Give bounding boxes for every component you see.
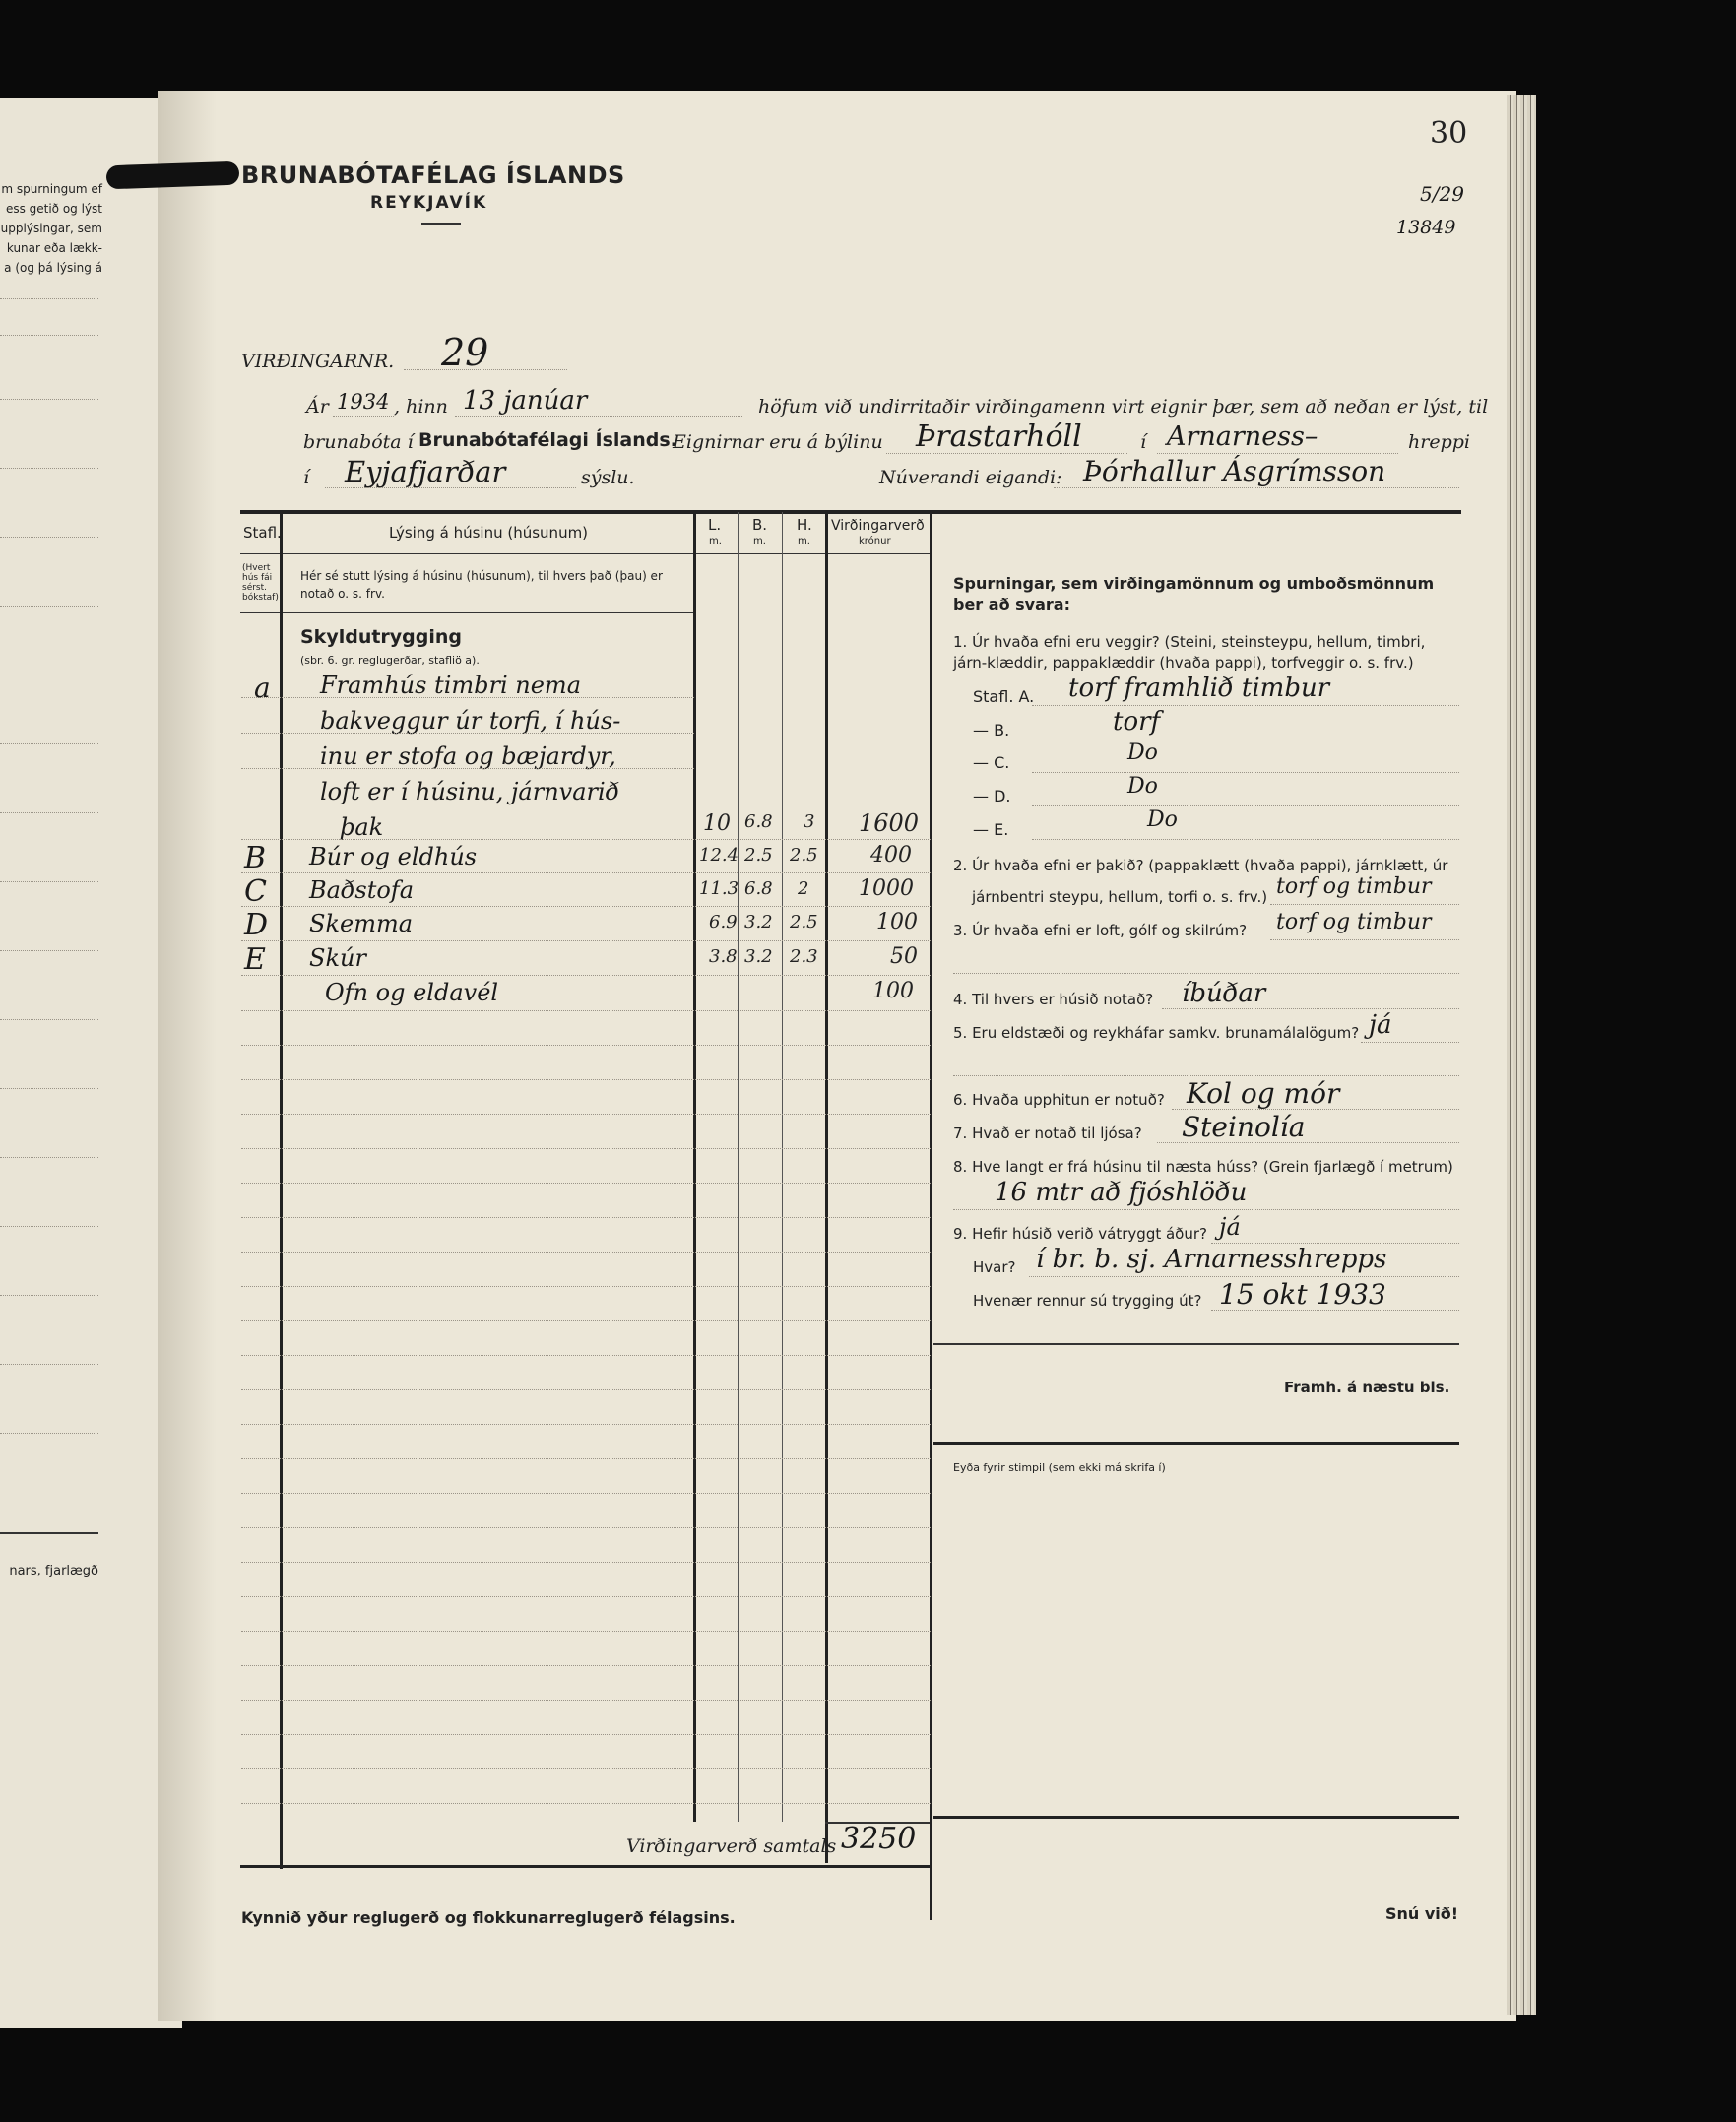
question-5: 5. Eru eldstæði og reykháfar samkv. brunamálalögum?: [953, 1024, 1360, 1042]
corner-note: 13849: [1396, 217, 1456, 238]
intro-sentence: höfum við undirritaðir virðingamenn virt eignir þær, sem að neðan er lýst, til: [758, 396, 1489, 418]
row-line: [241, 1527, 931, 1528]
fill-line: [1054, 487, 1459, 488]
row-value: 1600: [859, 809, 920, 837]
row-stafl: C: [244, 874, 267, 909]
answer-2: torf og timbur: [1276, 874, 1432, 899]
row-l: 10: [703, 811, 731, 836]
stafl-answer: torf framhlið timbur: [1068, 674, 1330, 703]
stafl-answer: Do: [1127, 774, 1158, 799]
table-row: [240, 872, 930, 909]
row-line: [241, 1424, 931, 1425]
fill-line: [953, 1075, 1459, 1076]
row-line: [241, 1803, 931, 1804]
row-b: 2.5: [744, 845, 773, 866]
row-line: [241, 1458, 931, 1459]
header-divider: [421, 223, 461, 225]
syslu-label: sýslu.: [581, 467, 635, 488]
left-rule: [0, 468, 98, 469]
row-h: 2: [798, 878, 809, 899]
row-stafl: a: [254, 672, 271, 704]
fill-line: [1157, 453, 1398, 454]
total-label: Virðingarverð samtals: [626, 1835, 837, 1857]
header-unit: m.: [753, 536, 766, 547]
row-stafl: E: [244, 942, 266, 977]
continued-note: Framh. á næstu bls.: [1284, 1379, 1450, 1396]
row-line: [241, 768, 694, 769]
question-1: 1. Úr hvaða efni eru veggir? (Steini, steinsteypu, hellum, timbri, járn-klæddir, pappaklæddir (hvaða pappi), torfveggir o. s. frv.): [953, 633, 1426, 672]
year: 1934: [337, 390, 390, 414]
i-label: í: [1140, 431, 1147, 453]
left-page: [0, 98, 182, 2028]
hvenaer-answer: 15 okt 1933: [1219, 1278, 1386, 1311]
hreppur: Arnarness–: [1167, 421, 1318, 452]
questions-end-rule: [933, 1343, 1459, 1345]
header-unit: m.: [798, 536, 810, 547]
row-line: [241, 1700, 931, 1701]
desc-line: inu er stofa og bæjardyr,: [320, 742, 616, 770]
stamp-bottom-rule: [933, 1816, 1459, 1819]
stafl-answer: Do: [1127, 740, 1158, 765]
owner-name: Þórhallur Ásgrímsson: [1083, 455, 1386, 487]
section-title: Skyldutrygging: [300, 626, 463, 648]
row-value: 100: [872, 979, 914, 1003]
virding-number: 29: [441, 331, 489, 374]
left-fragment-line: nars, fjarlægð: [9, 1564, 98, 1578]
corner-note: 5/29: [1420, 182, 1464, 206]
row-text: Skúr: [309, 944, 366, 972]
row-line: [241, 1355, 931, 1356]
sub-stafl: (Hvert hús fái sérst. bókstaf): [242, 563, 279, 603]
left-rule: [0, 812, 98, 813]
fill-line: [404, 369, 567, 370]
fill-line: [1157, 1142, 1459, 1143]
row-line: [241, 733, 694, 734]
row-h: 2.5: [790, 845, 818, 866]
left-rule: [0, 606, 98, 607]
stafl-answer: torf: [1113, 707, 1161, 737]
fill-line: [1361, 1042, 1459, 1043]
ar-label: Ár: [306, 396, 329, 418]
org-city: REYKJAVÍK: [370, 193, 488, 213]
page-number: 30: [1430, 116, 1468, 151]
question-3: 3. Úr hvaða efni er loft, gólf og skilrúm?: [953, 922, 1248, 939]
hinn-label: , hinn: [394, 396, 448, 418]
row-line: [241, 1389, 931, 1390]
question-8: 8. Hve langt er frá húsinu til næsta húss? (Grein fjarlægð í metrum): [953, 1158, 1453, 1176]
row-text: Skemma: [309, 910, 414, 937]
left-rule: [0, 950, 98, 951]
fill-line: [333, 416, 394, 417]
left-rule: [0, 1364, 98, 1365]
left-page-fragments: [0, 179, 102, 278]
left-rule: [0, 1019, 98, 1020]
row-line: [241, 1493, 931, 1494]
hreppi-label: hreppi: [1408, 431, 1470, 453]
fill-line: [1162, 1008, 1459, 1009]
left-rule: [0, 1295, 98, 1296]
row-line: [241, 1562, 931, 1563]
row-b: 3.2: [744, 946, 773, 967]
header-unit: m.: [709, 536, 722, 547]
row-line: [241, 1320, 931, 1321]
question-6: 6. Hvaða upphitun er notuð?: [953, 1091, 1165, 1109]
row-line: [241, 1079, 931, 1080]
total-value: 3250: [841, 1822, 917, 1856]
table-subheader-rule: [240, 612, 695, 613]
desc-line: Framhús timbri nema: [320, 672, 581, 699]
left-rule: [0, 881, 98, 882]
row-line: [241, 1010, 931, 1011]
fill-line: [1211, 1310, 1459, 1311]
question-9: 9. Hefir húsið verið vátryggt áður?: [953, 1225, 1207, 1243]
header-lysing: Lýsing á húsinu (húsunum): [389, 524, 589, 542]
row-h: 2.5: [790, 912, 818, 932]
answer-9: já: [1219, 1213, 1241, 1241]
left-fragment-line: m spurningum ef: [1, 182, 102, 196]
fill-line: [1270, 904, 1459, 905]
date: 13 janúar: [463, 386, 588, 416]
row-line: [241, 1114, 931, 1115]
question-2: 2. Úr hvaða efni er þakið? (pappaklætt (hvaða pappi), járnklætt, úr: [953, 857, 1448, 874]
row-line: [241, 1596, 931, 1597]
left-fragment-line: kunar eða lækk-: [6, 241, 102, 255]
fill-line: [1270, 939, 1459, 940]
row-l: 3.8: [709, 946, 738, 967]
row-l: 12.4: [699, 845, 739, 866]
left-rule: [0, 1157, 98, 1158]
row-text: Baðstofa: [309, 876, 414, 904]
book-spine: [158, 91, 217, 2021]
stamp-area-label: Eyða fyrir stimpil (sem ekki má skrifa í): [953, 1461, 1166, 1474]
answer-4: íbúðar: [1182, 979, 1266, 1008]
table-bottom-rule: [240, 1865, 930, 1868]
col-divider: [738, 512, 739, 1822]
left-rule: [0, 335, 98, 336]
header-l: L.: [708, 516, 722, 534]
row-line: [241, 1183, 931, 1184]
virding-label: VIRÐINGARNR.: [241, 351, 395, 372]
left-rule: [0, 1532, 98, 1534]
row-stafl: B: [244, 841, 267, 875]
table-row: [240, 906, 930, 942]
row-line: [241, 1217, 931, 1218]
turn-over-note: Snú við!: [1385, 1904, 1459, 1923]
left-fragment-line: ess getið og lýst: [5, 202, 102, 216]
row-line: [241, 1286, 931, 1287]
answer-7: Steinolía: [1182, 1111, 1306, 1143]
answer-6: Kol og mór: [1187, 1077, 1340, 1110]
sub-lysing: Hér sé stutt lýsing á húsinu (húsunum), til hvers það (þau) er notað o. s. frv.: [300, 569, 663, 601]
desc-line: þak: [340, 813, 384, 841]
row-text: Búr og eldhús: [309, 843, 478, 870]
table-row: [240, 940, 930, 977]
header-virding: Virðingarverð: [831, 518, 925, 534]
questions-title: Spurningar, sem virðingamönnum og umboðsmönnum ber að svara:: [953, 574, 1435, 613]
row-b: 3.2: [744, 912, 773, 932]
stafl-label: Stafl. A.: [973, 687, 1035, 706]
left-rule: [0, 1433, 98, 1434]
col-divider: [693, 512, 696, 1822]
footer-note: Kynnið yður reglugerð og flokkunarreglugerð félagsins.: [241, 1908, 736, 1927]
fill-line: [1029, 1276, 1459, 1277]
table-row: [240, 839, 930, 875]
left-rule: [0, 1088, 98, 1089]
row-b: 6.8: [744, 811, 773, 832]
answer-8: 16 mtr að fjóshlöðu: [995, 1178, 1248, 1207]
owner-label: Núverandi eigandi:: [879, 467, 1062, 488]
left-rule: [0, 537, 98, 538]
stafl-answer: Do: [1147, 807, 1178, 832]
header-h: H.: [797, 516, 812, 534]
col-divider: [825, 512, 828, 1863]
org-name: BRUNABÓTAFÉLAG ÍSLANDS: [241, 161, 625, 189]
eignir-label: Eignirnar eru á býlinu: [673, 431, 883, 453]
fill-line: [325, 487, 576, 488]
fill-line: [455, 416, 742, 417]
sysla: Eyjafjarðar: [345, 455, 506, 488]
table-row: [240, 975, 930, 1008]
row-text: Ofn og eldavél: [325, 979, 499, 1006]
answer-5: já: [1369, 1010, 1392, 1040]
farm-name: Þrastarhóll: [916, 419, 1082, 454]
row-value: 1000: [859, 876, 914, 901]
col-divider: [930, 512, 932, 1920]
row-line: [241, 1734, 931, 1735]
page-edges: [1507, 95, 1536, 2015]
header-b: B.: [752, 516, 768, 534]
fill-line: [886, 453, 1127, 454]
question-4: 4. Til hvers er húsið notað?: [953, 991, 1154, 1008]
col-divider: [782, 512, 783, 1822]
i2-label: í: [303, 467, 310, 488]
fill-line: [1211, 1243, 1459, 1244]
fill-line: [953, 973, 1459, 974]
hvar-answer: í br. b. sj. Arnarnesshrepps: [1036, 1245, 1387, 1274]
row-line: [241, 1252, 931, 1253]
row-line: [241, 1045, 931, 1046]
binding-cord: [106, 161, 240, 190]
table-top-rule: [240, 510, 1461, 514]
row-stafl: D: [244, 908, 269, 942]
question-2b: járnbentri steypu, hellum, torfi o. s. frv.): [972, 888, 1268, 906]
fill-line: [1032, 772, 1459, 773]
row-line: [241, 1665, 931, 1666]
row-value: 400: [870, 843, 912, 868]
row-l: 6.9: [709, 912, 738, 932]
company-name: Brunabótafélagi Íslands.: [418, 429, 677, 451]
fill-line: [1032, 839, 1459, 840]
left-rule: [0, 743, 98, 744]
left-fragment-line: a (og þá lýsing á: [4, 261, 102, 275]
header-stafl: Stafl.: [243, 524, 282, 542]
fill-line: [1032, 705, 1459, 706]
left-rule: [0, 399, 98, 400]
right-page: [158, 91, 1516, 2021]
header-kronur: krónur: [859, 536, 891, 547]
stafl-label: — D.: [973, 787, 1011, 805]
row-line: [241, 697, 694, 698]
answer-3: torf og timbur: [1276, 910, 1432, 934]
row-line: [241, 1768, 931, 1769]
stafl-label: — B.: [973, 721, 1010, 739]
stafl-label: — C.: [973, 753, 1010, 772]
row-line: [241, 1148, 931, 1149]
brunabota-label: brunabóta í: [303, 431, 414, 453]
left-rule: [0, 1226, 98, 1227]
desc-line: bakveggur úr torfi, í hús-: [320, 707, 621, 735]
row-l: 11.3: [699, 878, 739, 899]
row-value: 50: [890, 944, 918, 969]
hvar-label: Hvar?: [973, 1258, 1016, 1276]
row-h: 3: [804, 811, 815, 832]
row-b: 6.8: [744, 878, 773, 899]
fill-line: [1032, 805, 1459, 806]
stafl-label: — E.: [973, 820, 1009, 839]
stamp-top-rule: [933, 1442, 1459, 1445]
desc-line: loft er í húsinu, járnvarið: [320, 778, 620, 805]
row-value: 100: [876, 910, 918, 934]
hvenaer-label: Hvenær rennur sú trygging út?: [973, 1292, 1202, 1310]
question-7: 7. Hvað er notað til ljósa?: [953, 1125, 1142, 1142]
fill-line: [1172, 1109, 1459, 1110]
row-h: 2.3: [790, 946, 818, 967]
fill-line: [953, 1209, 1459, 1210]
left-rule: [0, 298, 98, 299]
left-fragment-line: upplýsingar, sem: [0, 222, 102, 235]
row-line: [241, 1631, 931, 1632]
section-sub: (sbr. 6. gr. reglugerðar, stafliö a).: [300, 654, 480, 667]
